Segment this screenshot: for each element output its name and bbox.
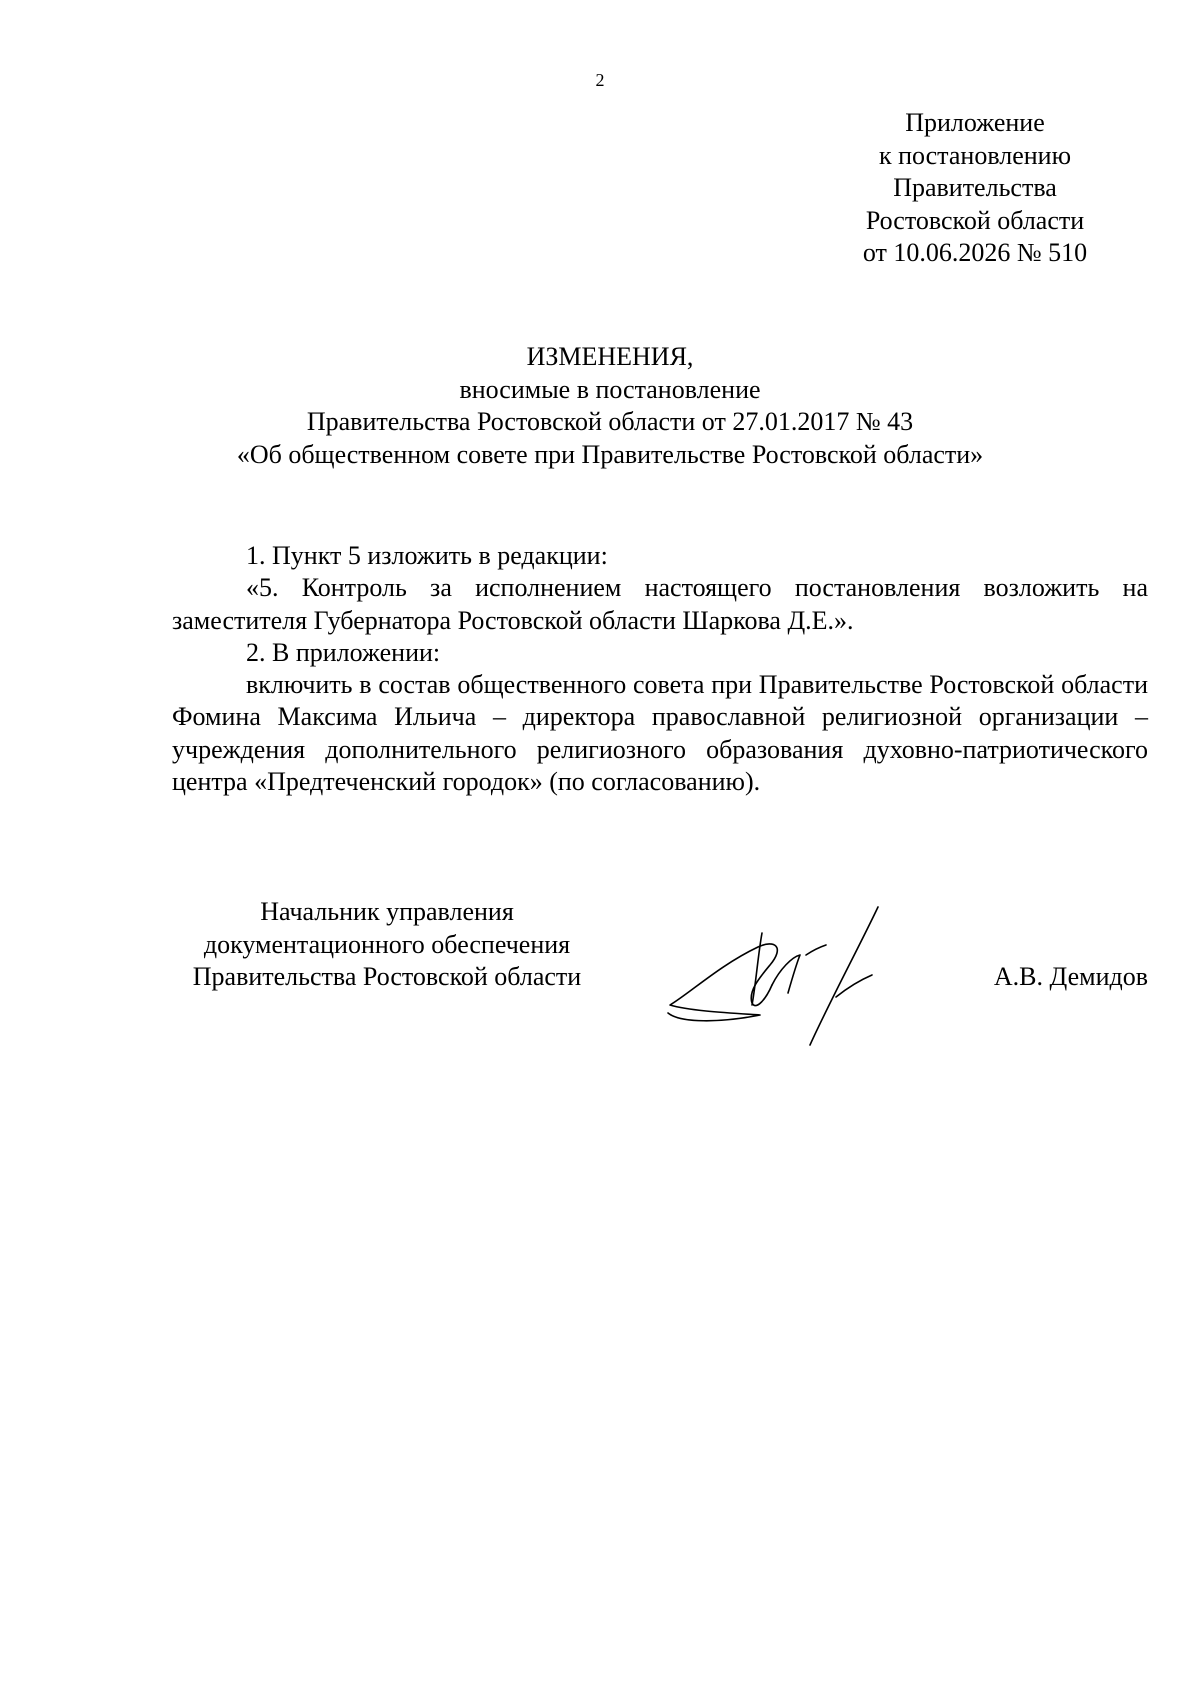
handwritten-signature <box>660 895 960 1055</box>
item-1-quote: «5. Контроль за исполнением настоящего постановления возложить на заместителя Губернатора Ростовской области Шаркова Д.Е.». <box>172 573 1148 635</box>
position-line: Начальник управления <box>260 897 514 926</box>
document-body <box>172 540 1148 798</box>
appendix-line: от 10.06.2026 № 510 <box>862 238 1088 267</box>
item-2-text: включить в состав общественного совета при Правительстве Ростовской области Фомина Максима Ильича – директора православной религиозной организации – учреждения дополнительного религиозного образования духовно-патриотического центра «Предтеченский городок» (по согласованию). <box>172 670 1148 797</box>
heading-line: Правительства Ростовской области от 27.01.2017 № 43 <box>306 407 914 436</box>
position-line: Правительства Ростовской области <box>192 962 582 991</box>
document-heading <box>150 341 1070 471</box>
appendix-line: Правительства <box>893 173 1057 202</box>
appendix-line: к постановлению <box>878 140 1072 170</box>
position-line: документационного обеспечения <box>203 929 571 959</box>
page-number: 2 <box>595 70 605 90</box>
signatory-position <box>172 896 602 994</box>
signer-name: А.В. Демидов <box>993 962 1148 991</box>
item-2: 2. В приложении: <box>246 637 441 667</box>
heading-line: вносимые в постановление <box>459 374 761 404</box>
appendix-block <box>820 107 1130 270</box>
heading-title: ИЗМЕНЕНИЯ, <box>526 342 694 371</box>
item-1: 1. Пункт 5 изложить в редакции: <box>246 541 608 570</box>
appendix-line: Приложение <box>905 108 1045 137</box>
heading-line: «Об общественном совете при Правительстве Ростовской области» <box>236 439 984 469</box>
appendix-line: Ростовской области <box>865 205 1085 235</box>
